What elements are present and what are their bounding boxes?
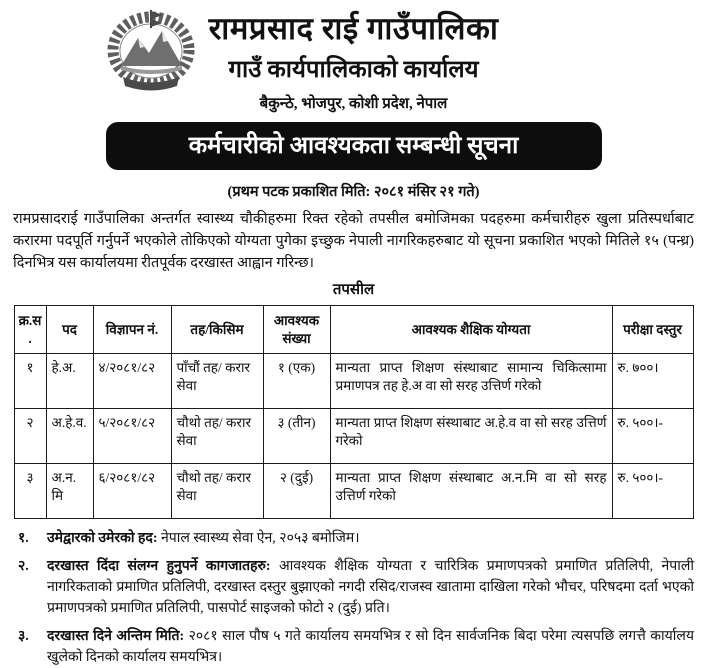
cell-exam-fee: रु. ७००। (612, 354, 693, 409)
cell-advertisement-no: ४/२०८१/८२ (93, 354, 171, 409)
cell-position: अ.न.मि (46, 464, 93, 519)
notes-list (13, 528, 694, 668)
cell-level-type: चौथो तह/ करार सेवा (171, 464, 263, 519)
header-cell-required-count: आवश्यक संख्या (263, 306, 330, 354)
vacancy-table (14, 305, 694, 519)
note-lead-label: दरखास्त दिंदा संलग्न हुनुपर्ने कागजातहरु: (47, 559, 271, 575)
table-caption: तपसील (332, 282, 375, 299)
header-cell-position: पद (46, 306, 93, 354)
header-cell-exam-fee: परीक्षा दस्तुर (612, 306, 693, 354)
cell-level-type: चौथो तह/ करार सेवा (171, 409, 263, 464)
cell-exam-fee: रु. ५००।- (612, 464, 693, 519)
cell-advertisement-no: ६/२०८१/८२ (93, 464, 171, 519)
cell-position: अ.हे.व. (46, 409, 93, 464)
header-cell-advertisement-no: विज्ञापन नं. (93, 306, 171, 354)
cell-sn: ३ (14, 464, 46, 519)
note-item (13, 528, 694, 549)
note-item (13, 626, 694, 668)
publish-date-line: (प्रथम पटक प्रकाशित मिति: २०८१ मंसिर २१ गते) (227, 184, 480, 201)
cell-level-type: पाँचौं तह/ करार सेवा (171, 354, 263, 409)
cell-qualification: मान्यता प्राप्त शिक्षण संस्थाबाट अ.न.मि वा सो सरह उत्तिर्ण गरेको (330, 464, 612, 519)
header-cell-sn: क्र.स. (14, 306, 46, 354)
note-item (13, 556, 694, 619)
note-number: २. (18, 559, 29, 575)
intro-paragraph: रामप्रसादराई गाउँपालिका अन्तर्गत स्वास्थ्य चौकीहरुमा रिक्त रहेको तपसील बमोजिमका पदहरुमा कर्मचारीहरु खुला प्रतिस्पर्धाबाट करारमा पदपूर्ति गर्नुपर्ने भएकोले तोकिएको योग्यता पुगेका इच्छुक नेपाली नागरिकहरुबाट यो सूचना प्रकाशित भएको मितिले १५ (पन्ध्र) दिनभित्र यस कार्यालयमा रीतपूर्वक दरखास्त आह्वान गरिन्छ। (13, 211, 694, 271)
cell-qualification: मान्यता प्राप्त शिक्षण संस्थाबाट अ.हे.व वा सो सरह उत्तिर्ण गरेको (330, 409, 612, 464)
cell-required-count: २ (दुई) (263, 464, 330, 519)
note-number: ३. (18, 629, 29, 645)
cell-sn: १ (14, 354, 46, 409)
notice-title: कर्मचारीको आवश्यकता सम्बन्धी सूचना (188, 133, 519, 160)
cell-required-count: ३ (तीन) (263, 409, 330, 464)
address-line: बैकुन्ठे, भोजपुर, कोशी प्रदेश, नेपाल (259, 96, 448, 113)
note-body-text: २०८१ साल पौष ५ गते कार्यालय समयभित्र र सो दिन सार्वजनिक बिदा परेमा त्यसपछि लगत्तै कार्यालय खुलेको दिनको कार्यालय समयभित्र। (47, 629, 694, 666)
note-body-text: नेपाल स्वास्थ्य सेवा ऐन, २०५३ बमोजिम। (161, 531, 360, 547)
cell-sn: २ (14, 409, 46, 464)
municipality-title: रामप्रसाद राई गाउँपालिका (208, 11, 499, 46)
cell-required-count: १ (एक) (263, 354, 330, 409)
header-cell-level-type: तह/किसिम (171, 306, 263, 354)
cell-advertisement-no: ५/२०८१/८२ (93, 409, 171, 464)
table-row (14, 354, 693, 409)
nepal-government-emblem-icon (104, 8, 198, 94)
cell-qualification: मान्यता प्राप्त शिक्षण संस्थाबाट सामान्य चिकित्सामा प्रमाणपत्र तह हे.अ वा सो सरह उत्तिर्ण गरेको (330, 354, 612, 409)
cell-exam-fee: रु. ५००।- (612, 409, 693, 464)
table-header-row (14, 306, 693, 354)
office-subtitle: गाउँ कार्यपालिकाको कार्यालय (228, 57, 479, 84)
note-lead-label: उमेद्वारको उमेरको हद: (47, 531, 158, 547)
note-body-text: आवश्यक शैक्षिक योग्यता र चारित्रिक प्रमाणपत्रको प्रमाणित प्रतिलिपी, नेपाली नागरिकताको प्रमाणित प्रतिलिपी, दरखास्त दस्तुर बुझाएको नगदी रसिद/राजस्व खातामा दाखिला गरेको भौचर, परिषदमा दर्ता भएको प्रमाणपत्रको प्रमाणित प्रतिलिपी, पासपोर्ट साइजको फोटो २ (दुई) प्रति। (47, 559, 694, 617)
note-number: १. (18, 531, 29, 547)
note-text (47, 556, 694, 619)
note-text (47, 626, 694, 668)
note-lead-label: दरखास्त दिने अन्तिम मिति: (47, 629, 185, 645)
header-cell-qualification: आवश्यक शैक्षिक योग्यता (330, 306, 612, 354)
cell-position: हे.अ. (46, 354, 93, 409)
notice-title-banner (108, 124, 600, 168)
table-row (14, 409, 693, 464)
note-text (47, 528, 694, 549)
table-row (14, 464, 693, 519)
